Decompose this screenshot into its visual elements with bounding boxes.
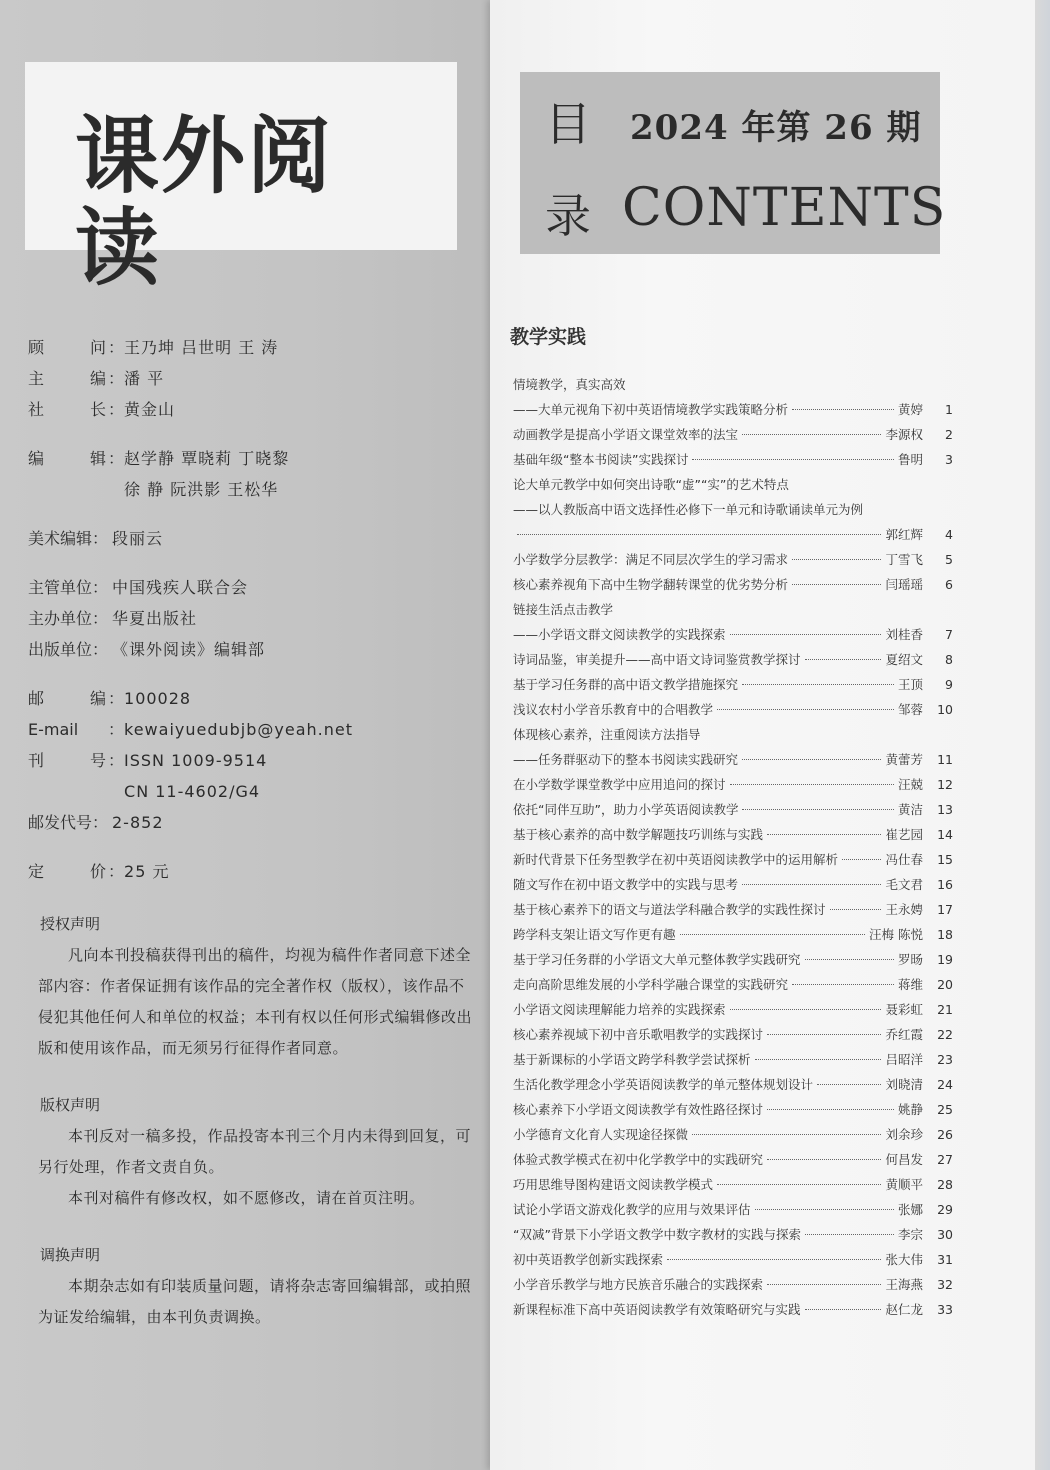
toc-entry-title: 初中英语教学创新实践探索 xyxy=(513,1252,664,1267)
toc-entry-author: 黄顺平 xyxy=(885,1177,923,1192)
toc-entry-author: 张大伟 xyxy=(885,1252,923,1267)
contact-row: 邮编 ： 100028 xyxy=(28,683,488,714)
toc-entry-title: 动画教学是提高小学语文课堂效率的法宝 xyxy=(513,427,739,442)
toc-entry-page: 12 xyxy=(937,777,953,792)
unit-label: 出版单位： xyxy=(28,640,109,659)
editors-label: 编辑 xyxy=(28,449,106,468)
toc-entry[interactable] xyxy=(513,572,953,597)
toc-leader-dots xyxy=(767,834,881,835)
page-edge xyxy=(1035,0,1050,1470)
toc-entry[interactable] xyxy=(513,1247,953,1272)
contact-label: E-mail xyxy=(28,720,79,739)
toc-entry-title: ——任务群驱动下的整本书阅读实践研究 xyxy=(513,752,739,767)
art-editor-label: 美术编辑： xyxy=(28,529,109,548)
toc-entry[interactable] xyxy=(513,747,953,772)
toc-entry-author: 王永娉 xyxy=(885,902,923,917)
toc-entry-title: 核心素养下小学语文阅读教学有效性路径探讨 xyxy=(513,1102,764,1117)
toc-entry[interactable] xyxy=(513,422,953,447)
toc-entry-author: 夏绍文 xyxy=(885,652,923,667)
toc-entry[interactable] xyxy=(513,972,953,997)
toc-entry-page: 13 xyxy=(937,802,953,817)
toc-entry-author: 黄洁 xyxy=(897,802,923,817)
magazine-title: 课外阅读 xyxy=(75,107,334,297)
toc-entry[interactable] xyxy=(513,947,953,972)
toc-entry-author: 吕昭洋 xyxy=(885,1052,923,1067)
toc-leader-dots xyxy=(792,584,881,585)
credit-row: 社长 ： 黄金山 xyxy=(28,394,488,425)
toc-leader-dots xyxy=(842,859,881,860)
toc-entry-title: 走向高阶思维发展的小学科学融合课堂的实践研究 xyxy=(513,977,789,992)
toc-leader-dots xyxy=(730,784,894,785)
toc-entry-title: 依托“同伴互助”，助力小学英语阅读教学 xyxy=(513,802,739,817)
toc-entry[interactable] xyxy=(513,1122,953,1147)
price-value: 25 元 xyxy=(124,862,170,881)
toc-entry-title: 基于学习任务群的小学语文大单元整体教学实践研究 xyxy=(513,952,801,967)
editors-row xyxy=(28,474,488,505)
toc-entry[interactable] xyxy=(513,547,953,572)
editors-row: 编辑 ： 赵学静 覃晓莉 丁晓黎 xyxy=(28,443,488,474)
toc-entry-author: 李源权 xyxy=(885,427,923,442)
toc-entry[interactable] xyxy=(513,697,953,722)
toc-entry-author: 鲁明 xyxy=(897,452,923,467)
toc-entry-heading[interactable]: 情境教学，真实高效 xyxy=(513,377,626,392)
toc-leader-dots xyxy=(767,1159,881,1160)
toc-entry-page: 9 xyxy=(945,677,953,692)
toc-entry[interactable] xyxy=(513,1022,953,1047)
toc-entry[interactable] xyxy=(513,1272,953,1297)
issn-value: ISSN 1009-9514 xyxy=(124,751,268,770)
toc-entry[interactable] xyxy=(513,922,953,947)
toc-entry-heading[interactable]: 体现核心素养，注重阅读方法指导 xyxy=(513,727,701,742)
toc-leader-dots xyxy=(742,684,894,685)
toc-entry-author: 王海燕 xyxy=(885,1277,923,1292)
toc-leader-dots xyxy=(755,1209,894,1210)
toc-leader-dots xyxy=(717,709,894,710)
toc-leader-dots xyxy=(730,634,882,635)
toc-entry-author: 毛文君 xyxy=(885,877,923,892)
toc-entry-author: 乔红霞 xyxy=(885,1027,923,1042)
toc-entry[interactable] xyxy=(513,797,953,822)
toc-entry-author: 汪兢 xyxy=(897,777,923,792)
toc-mu-char: 目 xyxy=(545,97,591,151)
toc-entry-title: “双减”背景下小学语文教学中数字教材的实践与探索 xyxy=(513,1227,801,1242)
toc-entry[interactable] xyxy=(513,1147,953,1172)
toc-entry[interactable] xyxy=(513,997,953,1022)
toc-entry-page: 28 xyxy=(937,1177,953,1192)
credit-label: 社长 xyxy=(28,400,106,419)
toc-leader-dots xyxy=(805,959,894,960)
toc-entry[interactable] xyxy=(513,522,953,547)
toc-entry-title: 核心素养视角下高中生物学翻转课堂的优劣势分析 xyxy=(513,577,789,592)
art-editor-row xyxy=(28,523,488,554)
toc-entry-page: 11 xyxy=(937,752,953,767)
toc-leader-dots xyxy=(817,1084,881,1085)
toc-entry-title: 小学德育文化育人实现途径探微 xyxy=(513,1127,689,1142)
toc-entry-page: 8 xyxy=(945,652,953,667)
toc-entry-title: 基础年级“整本书阅读”实践探讨 xyxy=(513,452,689,467)
toc-entry[interactable] xyxy=(513,772,953,797)
toc-entry-author: 张娜 xyxy=(897,1202,923,1217)
toc-entry-title: 跨学科支架让语文写作更有趣 xyxy=(513,927,676,942)
toc-lu-char: 录 xyxy=(545,189,591,243)
toc-leader-dots xyxy=(792,559,881,560)
toc-entry[interactable] xyxy=(513,1222,953,1247)
toc-entry-title: 在小学数学课堂教学中应用追问的探讨 xyxy=(513,777,726,792)
unit-label: 主办单位： xyxy=(28,609,109,628)
credit-label: 主编 xyxy=(28,369,106,388)
toc-entry-title: 生活化教学理念小学英语阅读教学的单元整体规划设计 xyxy=(513,1077,814,1092)
toc-leader-dots xyxy=(717,1184,881,1185)
toc-entry-title: ——大单元视角下初中英语情境教学实践策略分析 xyxy=(513,402,789,417)
toc-entry-page: 20 xyxy=(937,977,953,992)
toc-entry-author: 郭红辉 xyxy=(885,527,923,542)
toc-entry-author: 何昌发 xyxy=(885,1152,923,1167)
unit-row xyxy=(28,572,488,603)
contact-label: 刊号 xyxy=(28,751,106,770)
toc-leader-dots xyxy=(767,1034,881,1035)
toc-entry-page: 16 xyxy=(937,877,953,892)
toc-entry[interactable] xyxy=(513,647,953,672)
toc-leader-dots xyxy=(805,659,882,660)
magazine-title-box xyxy=(25,62,457,297)
contact-label: 邮编 xyxy=(28,689,106,708)
toc-entry-title: 核心素养视域下初中音乐歌唱教学的实践探讨 xyxy=(513,1027,764,1042)
toc-entry-author: 闫瑶瑶 xyxy=(885,577,923,592)
credit-value: 黄金山 xyxy=(124,400,176,419)
toc-entry[interactable] xyxy=(513,397,953,422)
toc-entry-author: 蒋维 xyxy=(897,977,923,992)
toc-entry[interactable] xyxy=(513,872,953,897)
credit-value: 王乃坤 吕世明 王 涛 xyxy=(124,338,279,357)
toc-leader-dots xyxy=(767,1109,894,1110)
toc-entry-title: 试论小学语文游戏化教学的应用与效果评估 xyxy=(513,1202,751,1217)
toc-entry-page: 25 xyxy=(937,1102,953,1117)
toc-entry-page: 29 xyxy=(937,1202,953,1217)
toc-entry-author: 罗旸 xyxy=(897,952,923,967)
toc-leader-dots xyxy=(805,1309,882,1310)
toc-entry-title: 小学音乐教学与地方民族音乐融合的实践探索 xyxy=(513,1277,764,1292)
credit-value: 潘 平 xyxy=(124,369,165,388)
toc-leader-dots xyxy=(792,409,894,410)
toc-leader-dots xyxy=(767,1284,881,1285)
toc-entry-page: 14 xyxy=(937,827,953,842)
toc-entry-heading[interactable]: 论大单元教学中如何突出诗歌“虚”“实”的艺术特点 xyxy=(513,477,789,492)
toc-entry-heading[interactable]: ——以人教版高中语文选择性必修下一单元和诗歌诵读单元为例 xyxy=(513,502,864,517)
toc-entry-author: 聂彩虹 xyxy=(885,1002,923,1017)
art-editor-value: 段丽云 xyxy=(112,529,164,548)
toc-entry-author: 王顶 xyxy=(897,677,923,692)
toc-entry-title: 基于核心素养下的语文与道法学科融合教学的实践性探讨 xyxy=(513,902,826,917)
toc-entry[interactable] xyxy=(513,1197,953,1222)
toc-entry-page: 3 xyxy=(945,452,953,467)
toc-entry[interactable] xyxy=(513,822,953,847)
notice-title: 调换声明 xyxy=(40,1246,101,1264)
toc-entry-page: 30 xyxy=(937,1227,953,1242)
toc-entry-title: 基于核心素养的高中数学解题技巧训练与实践 xyxy=(513,827,764,842)
toc-entry-title: 新时代背景下任务型教学在初中英语阅读教学中的运用解析 xyxy=(513,852,839,867)
toc-entry[interactable] xyxy=(513,1172,953,1197)
toc-entry-title: 新课程标准下高中英语阅读教学有效策略研究与实践 xyxy=(513,1302,801,1317)
toc-leader-dots xyxy=(667,1259,881,1260)
toc-entry-author: 黄婷 xyxy=(897,402,923,417)
credits-block xyxy=(28,332,488,1333)
toc-entry-page: 18 xyxy=(937,927,953,942)
toc-leader-dots xyxy=(680,934,866,935)
notice-title: 授权声明 xyxy=(40,915,101,933)
toc-entry-page: 23 xyxy=(937,1052,953,1067)
toc-leader-dots xyxy=(755,1059,882,1060)
credit-row: 顾问 ： 王乃坤 吕世明 王 涛 xyxy=(28,332,488,363)
toc-leader-dots xyxy=(742,434,881,435)
toc-leader-dots xyxy=(792,984,894,985)
editors-line1: 赵学静 覃晓莉 丁晓黎 xyxy=(124,449,290,468)
contact-row xyxy=(28,776,488,807)
toc-list xyxy=(513,372,953,1322)
toc-entry-author: 刘晓清 xyxy=(885,1077,923,1092)
contact-row: E-mail ： kewaiyuedubjb@yeah.net xyxy=(28,714,488,745)
toc-entry-author: 冯仕春 xyxy=(885,852,923,867)
toc-entry-author: 李宗 xyxy=(897,1227,923,1242)
postal-code-label: 邮发代号： xyxy=(28,813,109,832)
unit-value: 华夏出版社 xyxy=(112,609,198,628)
toc-entry-page: 15 xyxy=(937,852,953,867)
toc-entry-page: 5 xyxy=(945,552,953,567)
notice-body: 本刊对稿件有修改权，如不愿修改，请在首页注明。 xyxy=(68,1189,425,1207)
toc-entry-page: 31 xyxy=(937,1252,953,1267)
unit-value: 中国残疾人联合会 xyxy=(112,578,249,597)
contact-row: 刊号 ： ISSN 1009-9514 xyxy=(28,745,488,776)
unit-label: 主管单位： xyxy=(28,578,109,597)
toc-leader-dots xyxy=(692,1134,881,1135)
contact-value: 100028 xyxy=(124,689,192,708)
toc-leader-dots xyxy=(517,534,881,535)
price-row: 定价 ： 25 元 xyxy=(28,856,488,887)
toc-entry[interactable] xyxy=(513,897,953,922)
toc-entry[interactable] xyxy=(513,622,953,647)
toc-entry-author: 崔艺园 xyxy=(885,827,923,842)
toc-leader-dots xyxy=(742,809,894,810)
toc-entry-title: ——小学语文群文阅读教学的实践探索 xyxy=(513,627,726,642)
toc-entry-page: 24 xyxy=(937,1077,953,1092)
toc-leader-dots xyxy=(730,1009,882,1010)
toc-entry-author: 丁雪飞 xyxy=(885,552,923,567)
postal-code-row xyxy=(28,807,488,838)
toc-entry-author: 刘桂香 xyxy=(885,627,923,642)
toc-entry[interactable] xyxy=(513,1297,953,1322)
toc-leader-dots xyxy=(742,759,881,760)
toc-leader-dots xyxy=(742,884,881,885)
toc-entry-title: 基于学习任务群的高中语文教学措施探究 xyxy=(513,677,739,692)
notice-title: 版权声明 xyxy=(40,1096,101,1114)
toc-entry-page: 33 xyxy=(937,1302,953,1317)
toc-entry-author: 姚静 xyxy=(897,1102,923,1117)
toc-entry-page: 27 xyxy=(937,1152,953,1167)
credit-label: 顾问 xyxy=(28,338,106,357)
toc-entry-page: 1 xyxy=(945,402,953,417)
notice-body: 本刊反对一稿多投，作品投寄本刊三个月内未得到回复，可另行处理，作者文责自负。 xyxy=(38,1127,472,1176)
toc-entry-page: 22 xyxy=(937,1027,953,1042)
cn-value: CN 11-4602/G4 xyxy=(124,782,261,801)
toc-entry-author: 邹蓉 xyxy=(897,702,923,717)
notice-body: 本期杂志如有印装质量问题，请将杂志寄回编辑部，或拍照为证发给编辑，由本刊负责调换。 xyxy=(38,1277,472,1326)
email-value: kewaiyuedubjb@yeah.net xyxy=(124,720,353,739)
notice-body: 凡向本刊投稿获得刊出的稿件，均视为稿件作者同意下述全部内容：作者保证拥有该作品的完全著作权（版权），该作品不侵犯其他任何人和单位的权益；本刊有权以任何形式编辑修改出版和使用该作品，而无须另行征得作者同意。 xyxy=(38,946,473,1057)
editors-line2: 徐 静 阮洪影 王松华 xyxy=(124,480,279,499)
toc-entry[interactable] xyxy=(513,847,953,872)
price-label: 定价 xyxy=(28,862,106,881)
toc-entry-title: 随文写作在初中语文教学中的实践与思考 xyxy=(513,877,739,892)
toc-entry-author: 黄蕾芳 xyxy=(885,752,923,767)
section-title: 教学实践 xyxy=(510,326,587,348)
toc-leader-dots xyxy=(830,909,882,910)
toc-entry-page: 32 xyxy=(937,1277,953,1292)
unit-value: 《课外阅读》编辑部 xyxy=(112,640,266,659)
toc-entry-page: 10 xyxy=(937,702,953,717)
toc-entry[interactable] xyxy=(513,1097,953,1122)
toc-entry-page: 17 xyxy=(937,902,953,917)
toc-entry[interactable] xyxy=(513,1047,953,1072)
toc-entry-title: 基于新课标的小学语文跨学科教学尝试探析 xyxy=(513,1052,751,1067)
toc-entry-page: 6 xyxy=(945,577,953,592)
toc-entry-page: 4 xyxy=(945,527,953,542)
credit-row: 主编 ： 潘 平 xyxy=(28,363,488,394)
contents-heading: CONTENTS xyxy=(622,178,947,238)
toc-entry-page: 21 xyxy=(937,1002,953,1017)
toc-entry[interactable] xyxy=(513,672,953,697)
toc-entry[interactable] xyxy=(513,1072,953,1097)
toc-entry-page: 2 xyxy=(945,427,953,442)
toc-entry-title: 小学数学分层教学：满足不同层次学生的学习需求 xyxy=(513,552,789,567)
toc-entry-page: 26 xyxy=(937,1127,953,1142)
toc-entry-author: 刘余珍 xyxy=(885,1127,923,1142)
toc-entry-page: 7 xyxy=(945,627,953,642)
toc-entry-author: 汪梅 陈悦 xyxy=(869,927,923,942)
toc-entry-title: 小学语文阅读理解能力培养的实践探索 xyxy=(513,1002,726,1017)
postal-code-value: 2-852 xyxy=(112,813,164,832)
toc-entry-title: 体验式教学模式在初中化学教学中的实践研究 xyxy=(513,1152,764,1167)
toc-entry-author: 赵仁龙 xyxy=(885,1302,923,1317)
toc-entry-title: 诗词品鉴，审美提升——高中语文诗词鉴赏教学探讨 xyxy=(513,652,801,667)
toc-entry-title: 巧用思维导图构建语文阅读教学模式 xyxy=(513,1177,714,1192)
toc-entry[interactable] xyxy=(513,447,953,472)
toc-leader-dots xyxy=(805,1234,894,1235)
issue-label: 2024 年第 26 期 xyxy=(630,108,922,148)
unit-row xyxy=(28,603,488,634)
toc-leader-dots xyxy=(692,459,894,460)
toc-entry-page: 19 xyxy=(937,952,953,967)
toc-entry-title: 浅议农村小学音乐教育中的合唱教学 xyxy=(513,702,714,717)
toc-entry-heading[interactable]: 链接生活点击教学 xyxy=(513,602,614,617)
unit-row xyxy=(28,634,488,665)
